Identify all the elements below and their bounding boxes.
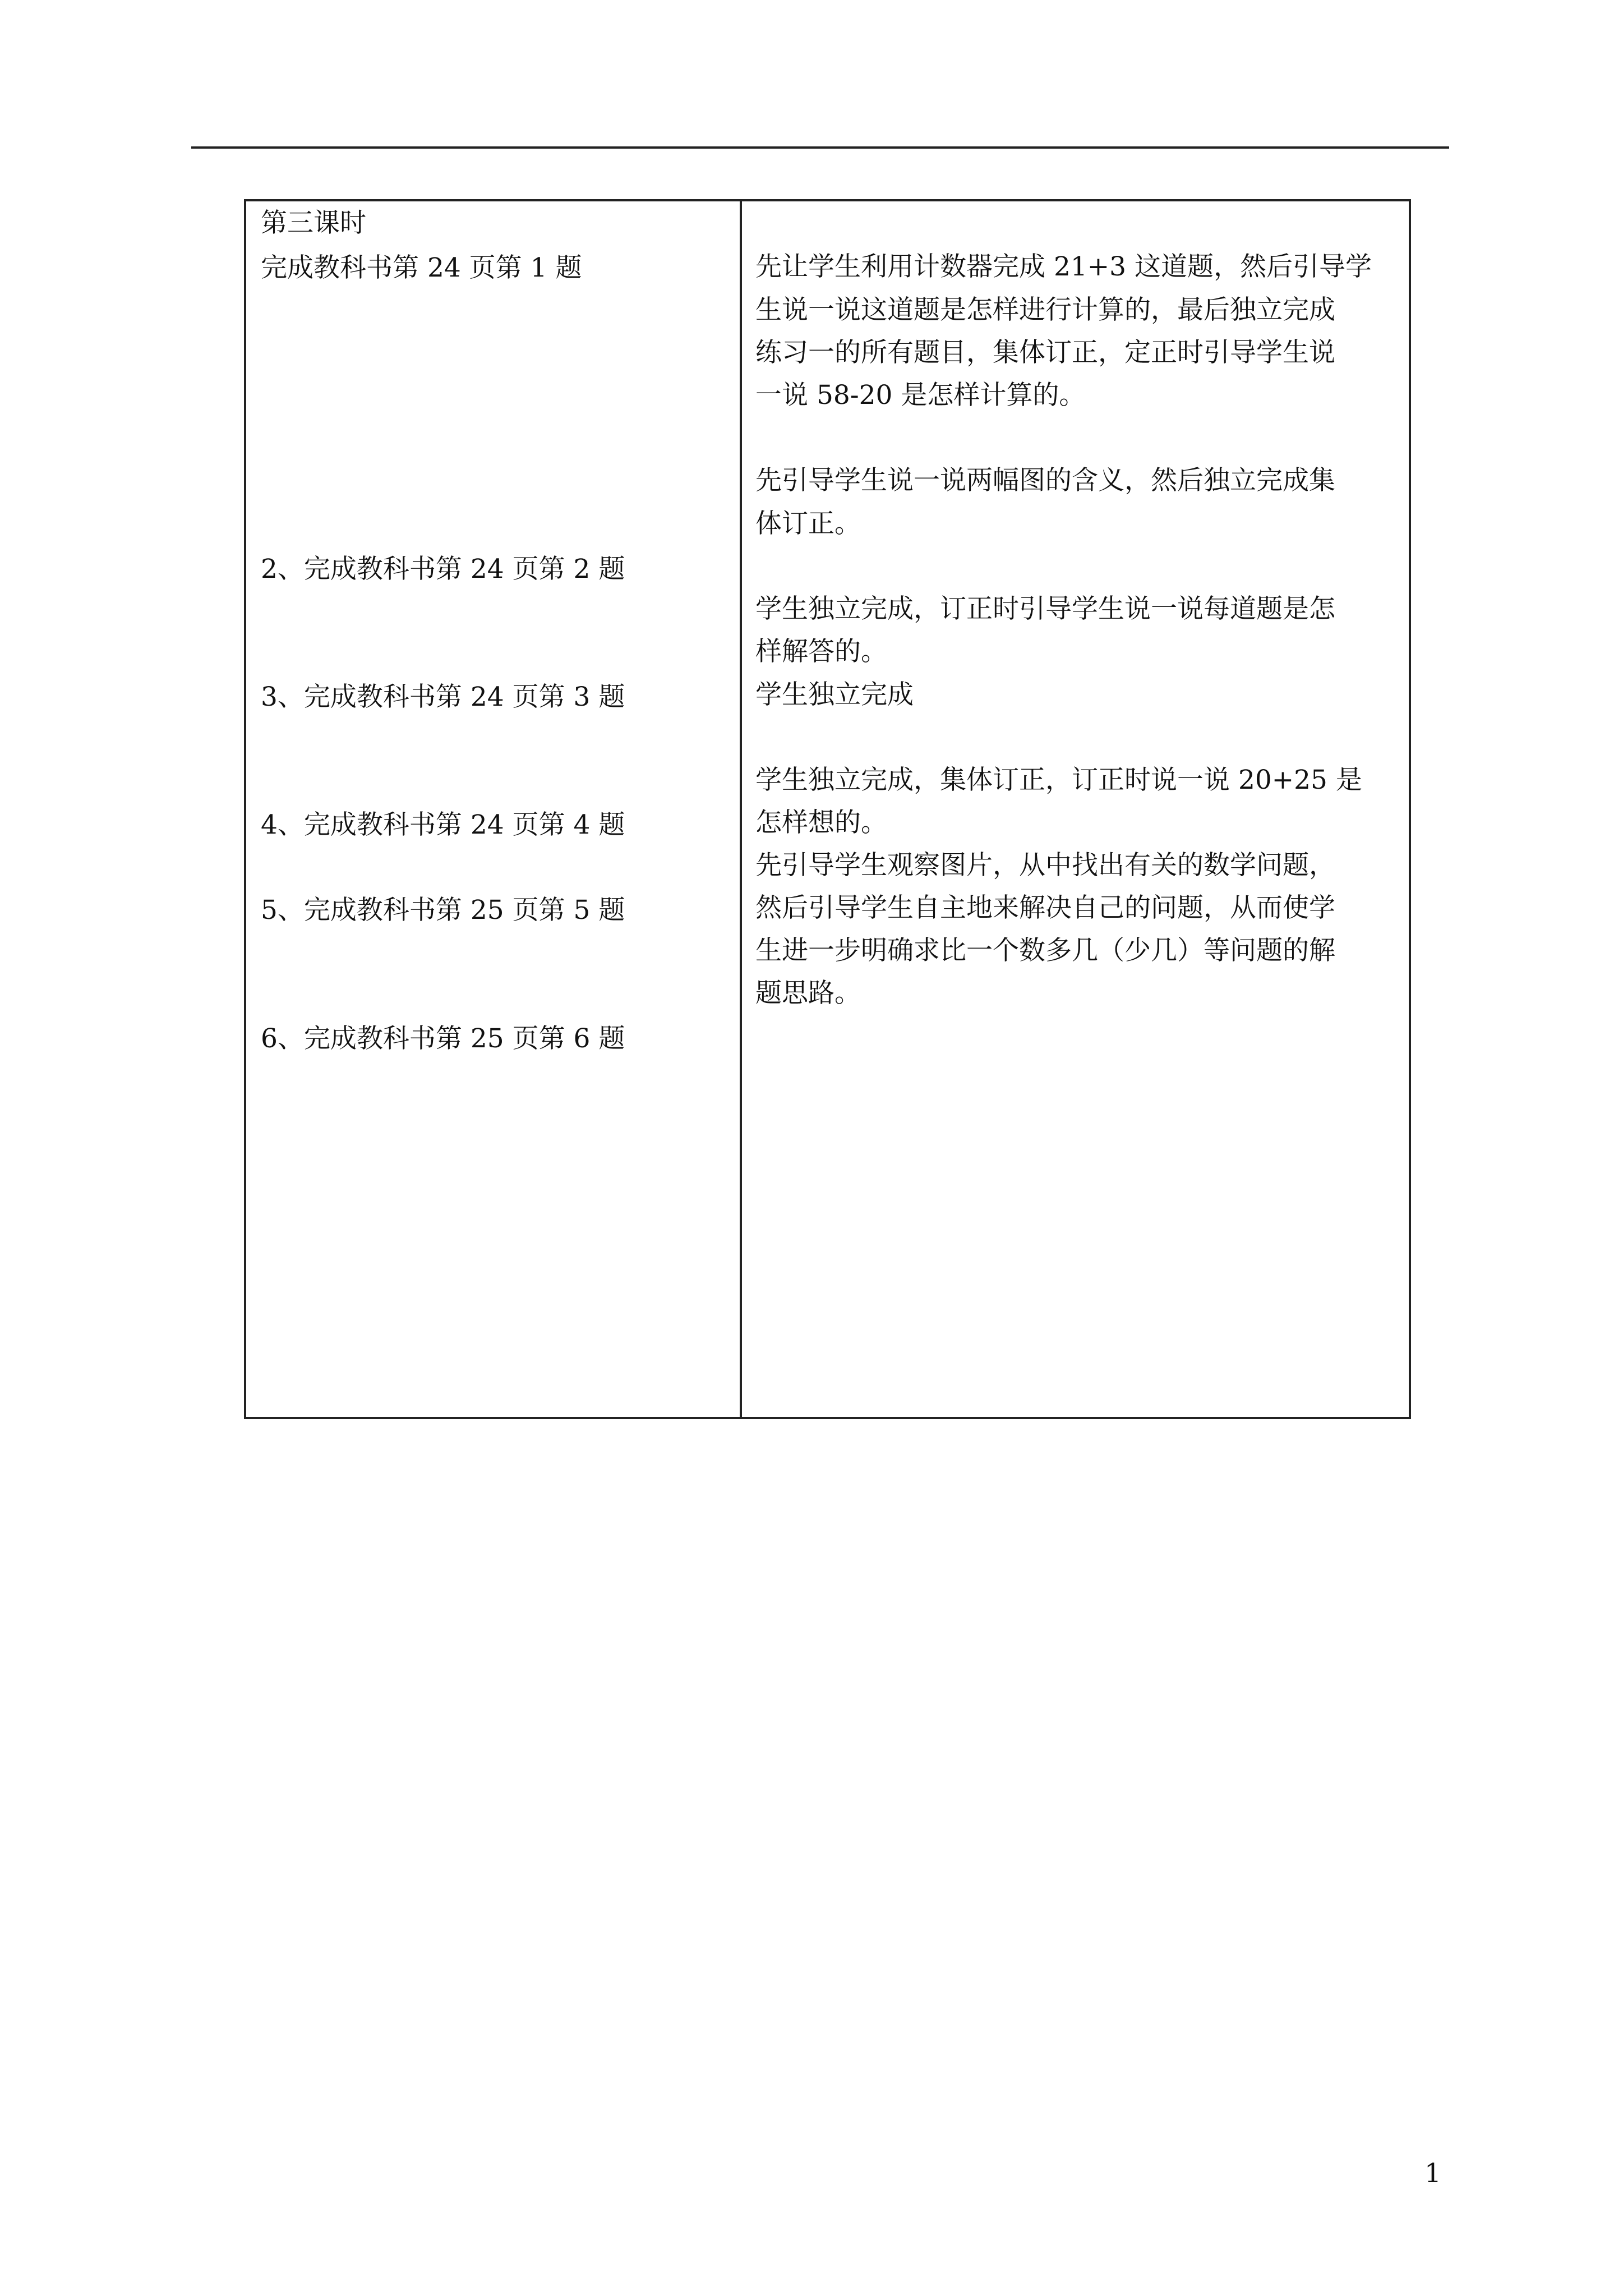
exercise-item-3: 3、完成教科书第 24 页第 3 题 [261,682,625,712]
column-divider [740,201,742,1417]
exercise-item-5: 5、完成教科书第 25 页第 5 题 [261,895,625,926]
note-5-line-2: 怎样想的。 [755,807,887,838]
note-5-line-5: 生进一步明确求比一个数多几（少几）等问题的解 [755,935,1335,966]
note-1-line-1: 先让学生利用计数器完成 21+3 这道题，然后引导学 [755,251,1372,282]
header-rule [191,146,1449,149]
note-5-line-6: 题思路。 [755,978,861,1009]
exercise-item-1: 完成教科书第 24 页第 1 题 [261,252,582,283]
note-4-line-1: 学生独立完成 [755,679,914,710]
note-3-line-2: 样解答的。 [755,636,887,667]
note-5-line-4: 然后引导学生自主地来解决自己的问题，从而使学 [755,892,1335,923]
exercise-item-6: 6、完成教科书第 25 页第 6 题 [261,1023,625,1054]
note-2-line-1: 先引导学生说一说两幅图的含义，然后独立完成集 [755,465,1335,496]
page-number: 1 [1424,2158,1441,2189]
note-1-line-4: 一说 58-20 是怎样计算的。 [755,380,1086,411]
lesson-heading: 第三课时 [261,208,366,238]
exercise-item-2: 2、完成教科书第 24 页第 2 题 [261,554,625,585]
note-1-line-2: 生说一说这道题是怎样进行计算的，最后独立完成 [755,295,1335,325]
exercise-item-4: 4、完成教科书第 24 页第 4 题 [261,809,625,840]
note-5-line-3: 先引导学生观察图片，从中找出有关的数学问题， [755,850,1335,881]
lesson-table [244,199,1411,1419]
note-3-line-1: 学生独立完成，订正时引导学生说一说每道题是怎 [755,593,1335,624]
note-1-line-3: 练习一的所有题目，集体订正，定正时引导学生说 [755,337,1335,368]
note-5-line-1: 学生独立完成，集体订正，订正时说一说 20+25 是 [755,765,1362,795]
note-2-line-2: 体订正。 [755,508,861,539]
